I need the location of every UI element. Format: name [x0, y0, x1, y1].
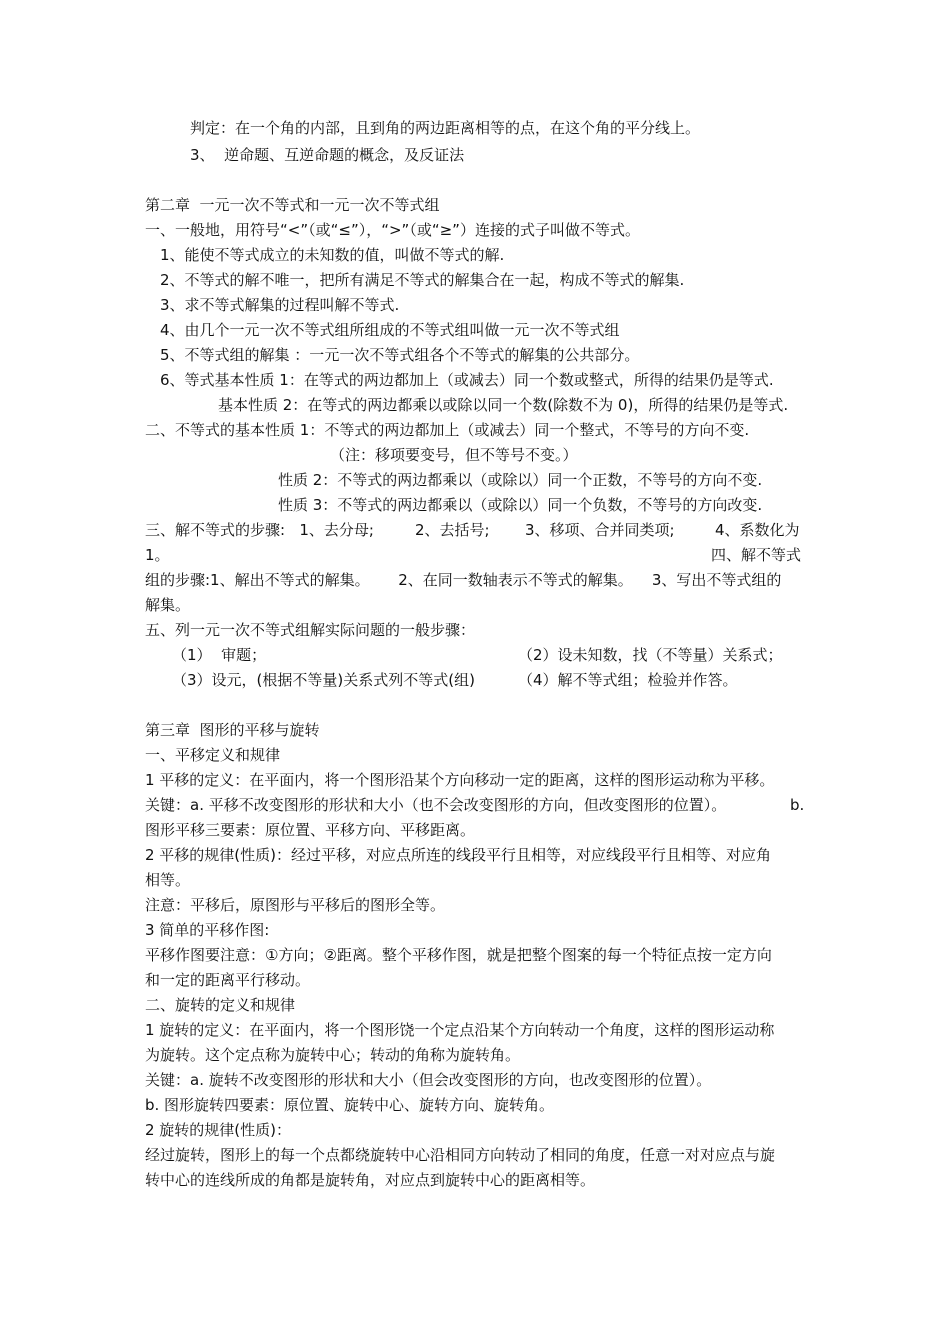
ch2-section3-step4-cont: 1。	[145, 546, 170, 564]
ch2-section5: 五、列一元一次不等式组解实际问题的一般步骤：	[145, 621, 476, 639]
ch2-section3-step4: 4、系数化为	[715, 521, 800, 539]
ch2-section2: 二、不等式的基本性质 1：不等式的两边都加上（或减去）同一个整式，不等号的方向不变.	[145, 421, 750, 439]
ch3-rotation-key-b: b. 图形旋转四要素：原位置、旋转中心、旋转方向、旋转角。	[145, 1096, 555, 1114]
ch3-translation-drawing-note: 平移作图要注意：①方向；②距离。整个平移作图，就是把整个图案的每一个特征点按一定方向	[145, 946, 772, 964]
ch2-section2-note: （注：移项要变号，但不等号不变。）	[330, 446, 578, 464]
ch3-translation-def: 1 平移的定义：在平面内，将一个图形沿某个方向移动一定的距离，这样的图形运动称为平移。	[145, 771, 775, 789]
item-3-line: 3、 逆命题、互逆命题的概念，及反证法	[190, 146, 465, 164]
ch3-rotation-rule-cont: 转中心的连线所成的角都是旋转角，对应点到旋转中心的距离相等。	[145, 1171, 596, 1189]
ch3-rotation-def: 1 旋转的定义：在平面内，将一个图形饶一个定点沿某个方向转动一个角度，这样的图形运动称	[145, 1021, 775, 1039]
ch2-section5-step4: （4）解不等式组；检验并作答。	[518, 671, 738, 689]
ch2-item1: 1、能使不等式成立的未知数的值，叫做不等式的解.	[160, 246, 505, 264]
chapter3-title: 第三章 图形的平移与旋转	[145, 721, 320, 739]
ch3-rotation-def-cont: 为旋转。这个定点称为旋转中心；转动的角称为旋转角。	[145, 1046, 521, 1064]
ch2-section5-step3: （3）设元，(根据不等量)关系式列不等式(组)	[172, 671, 475, 689]
ch2-section4-head: 四、解不等式	[711, 546, 802, 564]
judgement-line: 判定：在一个角的内部，且到角的两边距离相等的点，在这个角的平分线上。	[190, 119, 701, 137]
ch3-translation-drawing-note-cont: 和一定的距离平行移动。	[145, 971, 311, 989]
ch2-section3-step2: 2、去括号;	[415, 521, 490, 539]
ch3-translation-rule: 2 平移的规律(性质)：经过平移，对应点所连的线段平行且相等，对应线段平行且相等、对应角	[145, 846, 772, 864]
ch3-translation-note: 注意：平移后，原图形与平移后的图形全等。	[145, 896, 446, 914]
ch2-item3: 3、求不等式解集的过程叫解不等式.	[160, 296, 400, 314]
ch2-item2: 2、不等式的解不唯一，把所有满足不等式的解集合在一起，构成不等式的解集.	[160, 271, 685, 289]
ch2-section2-property3: 性质 3：不等式的两边都乘以（或除以）同一个负数，不等号的方向改变.	[278, 496, 763, 514]
ch2-item5: 5、不等式组的解集 ：一元一次不等式组各个不等式的解集的公共部分。	[160, 346, 640, 364]
ch3-rotation-rule: 经过旋转，图形上的每一个点都绕旋转中心沿相同方向转动了相同的角度，任意一对对应点与旋	[145, 1146, 776, 1164]
ch3-translation-rule-cont: 相等。	[145, 871, 191, 889]
ch2-section1: 一、一般地，用符号“<”（或“≤”），“>”（或“≥”）连接的式子叫做不等式。	[145, 221, 640, 239]
ch3-translation-drawing: 3 简单的平移作图:	[145, 921, 270, 939]
ch3-translation-key-a: 关键：a. 平移不改变图形的形状和大小（也不会改变图形的方向，但改变图形的位置）。	[145, 796, 727, 814]
ch2-section5-step2: （2）设未知数，找（不等量）关系式；	[518, 646, 783, 664]
ch3-rotation-rule-title: 2 旋转的规律(性质)：	[145, 1121, 292, 1139]
ch2-section5-step1: （1） 审题；	[172, 646, 267, 664]
ch2-section2-property2: 性质 2：不等式的两边都乘以（或除以）同一个正数，不等号的方向不变.	[278, 471, 763, 489]
ch3-section1: 一、平移定义和规律	[145, 746, 281, 764]
chapter2-title: 第二章 一元一次不等式和一元一次不等式组	[145, 196, 440, 214]
ch2-section4-body: 组的步骤:1、解出不等式的解集。 2、在同一数轴表示不等式的解集。 3、写出不等式组的	[145, 571, 782, 589]
ch2-item4: 4、由几个一元一次不等式组所组成的不等式组叫做一元一次不等式组	[160, 321, 620, 339]
ch3-rotation-key-a: 关键：a. 旋转不改变图形的形状和大小（但会改变图形的方向，也改变图形的位置）。	[145, 1071, 712, 1089]
ch2-section4-end: 解集。	[145, 596, 191, 614]
ch2-section3-step1: 三、解不等式的步骤: 1、去分母;	[145, 521, 374, 539]
ch3-translation-key-b: b.	[790, 796, 805, 814]
ch2-item6-property2: 基本性质 2：在等式的两边都乘以或除以同一个数(除数不为 0)，所得的结果仍是等式.	[218, 396, 789, 414]
ch3-section2: 二、旋转的定义和规律	[145, 996, 296, 1014]
ch2-item6: 6、等式基本性质 1：在等式的两边都加上（或减去）同一个数或整式，所得的结果仍是等式.	[160, 371, 774, 389]
ch3-translation-elements: 图形平移三要素：原位置、平移方向、平移距离。	[145, 821, 476, 839]
ch2-section3-step3: 3、移项、合并同类项;	[525, 521, 675, 539]
